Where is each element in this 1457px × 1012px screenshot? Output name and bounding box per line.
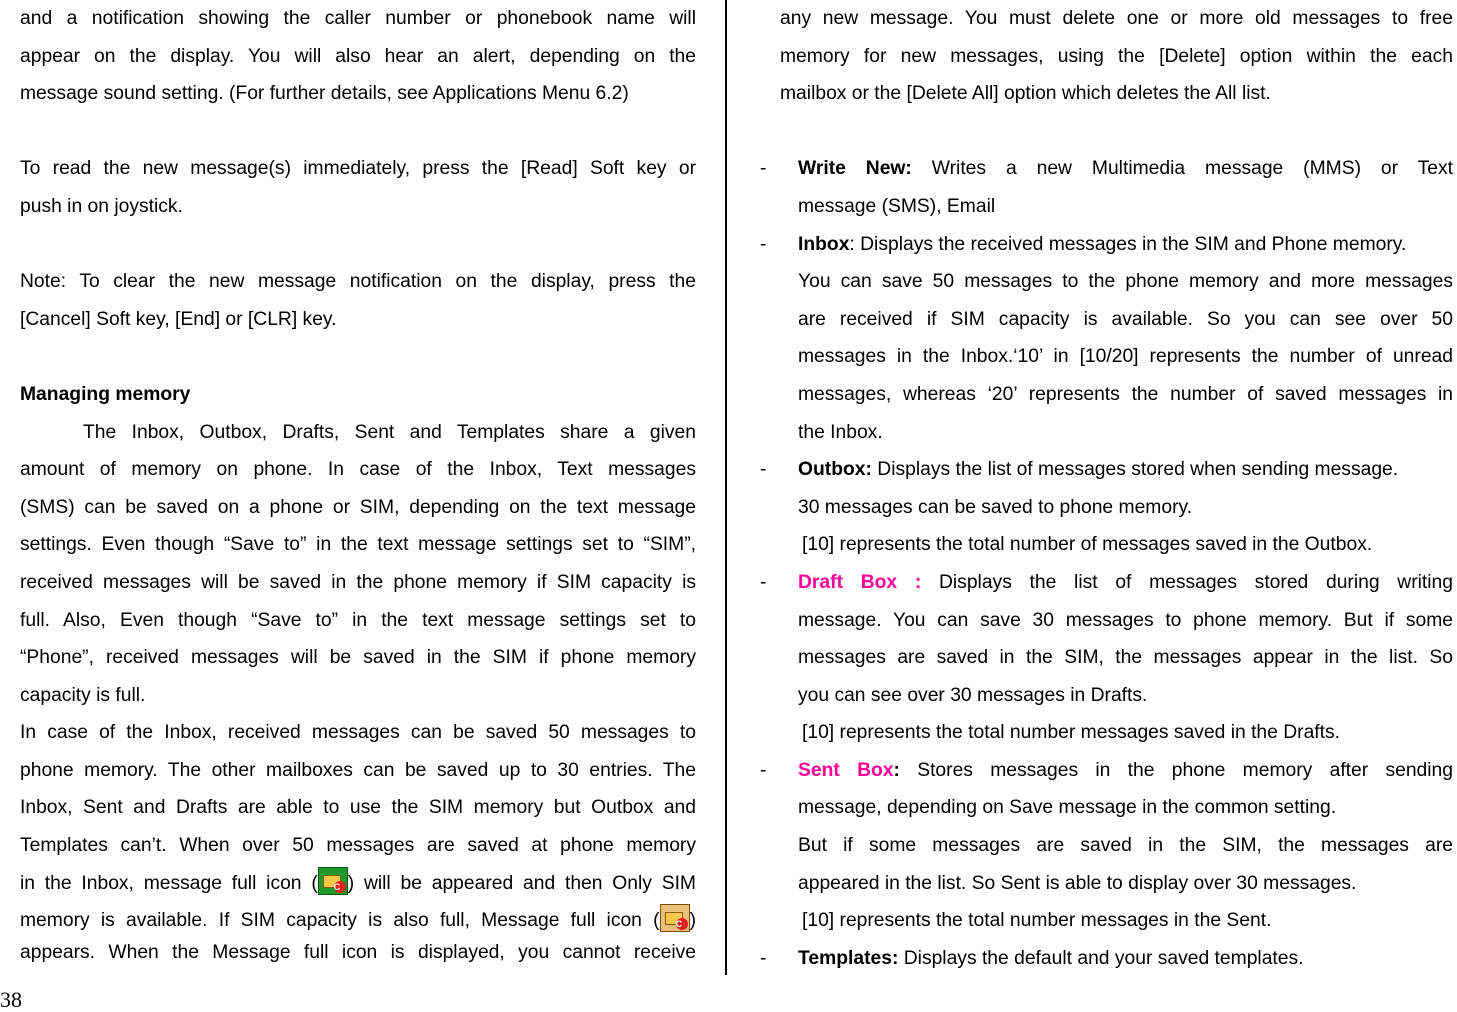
- text-line: are received if SIM capacity is available. So you can see over 50: [798, 308, 1453, 330]
- text-line: [10] represents the total number of messages saved in the Outbox.: [802, 534, 1373, 556]
- text-line: you can see over 30 messages in Drafts.: [798, 684, 1148, 706]
- message-full-sim-icon: C: [660, 904, 690, 932]
- right-column: [760, 0, 1454, 977]
- text-line: memory for new messages, using the [Delete] option within the each: [780, 45, 1453, 67]
- text-line: push in on joystick.: [20, 195, 183, 217]
- text-line: Write New: Writes a new Multimedia message (MMS) or Text: [798, 158, 1454, 180]
- text-line: appear on the display. You will also hear an alert, depending on the: [20, 45, 696, 67]
- list-item-write-new: - Write New: Writes a new Multimedia message (MMS) or Text message (SMS), Email: [780, 150, 1453, 225]
- text-line-with-icon: memory is available. If SIM capacity is also full, Message full icon ( C ): [20, 902, 696, 940]
- column-divider: [725, 0, 727, 975]
- text-line: and a notification showing the caller number or phonebook name will: [20, 8, 696, 29]
- text-line: 30 messages can be saved to phone memory.: [798, 496, 1193, 518]
- left-column: [20, 0, 696, 966]
- text-line: received messages will be saved in the phone memory if SIM capacity is: [20, 571, 696, 593]
- list-item-outbox: - Outbox: Displays the list of messages stored when sending message. 30 messages can be saved to phone memory. [10] represents the total number of messages saved in the Outbox.: [780, 451, 1453, 564]
- text-line: message (SMS), Email: [798, 195, 996, 217]
- text-line: any new message. You must delete one or more old messages to free: [780, 8, 1453, 29]
- text-line: message, depending on Save message in the common setting.: [798, 797, 1337, 819]
- text-line: appears. When the Message full icon is displayed, you cannot receive: [20, 941, 696, 963]
- text-line: full. Also, Even though “Save to” in the text message settings set to: [20, 609, 696, 631]
- list-item-templates: - Templates: Displays the default and your saved templates.: [780, 940, 1453, 978]
- text-line: Sent Box: Stores messages in the phone memory after sending: [798, 759, 1454, 781]
- text-line: appeared in the list. So Sent is able to display over 30 messages.: [798, 872, 1357, 894]
- text-line: You can save 50 messages to the phone memory and more messages: [798, 271, 1453, 293]
- text-line: messages in the Inbox.‘10’ in [10/20] represents the number of unread: [798, 346, 1453, 368]
- text-line: Inbox, Sent and Drafts are able to use the SIM memory but Outbox and: [20, 797, 696, 819]
- text-line: But if some messages are saved in the SIM, the messages are: [798, 835, 1453, 857]
- text-line: settings. Even though “Save to” in the text message settings set to “SIM”,: [20, 534, 696, 556]
- text-line: the Inbox.: [798, 421, 883, 443]
- text-line: message sound setting. (For further details, see Applications Menu 6.2): [20, 83, 629, 105]
- text-line: The Inbox, Outbox, Drafts, Sent and Templates share a given: [83, 421, 696, 443]
- text-line: (SMS) can be saved on a phone or SIM, depending on the text message: [20, 496, 696, 518]
- page-number: 38: [0, 987, 22, 1012]
- text-line: Draft Box : Displays the list of messages stored during writing: [798, 571, 1453, 593]
- list-item-draft-box: - Draft Box : Displays the list of messages stored during writing message. You can save 30 messages to phone memory. But if some messages are saved in the SIM, the messages appear in the list. So you can see over 30 messages in Drafts. [10] represents the total number messages saved in the Drafts.: [780, 564, 1453, 752]
- text-line: message. You can save 30 messages to phone memory. But if some: [798, 609, 1453, 631]
- text-line: Note: To clear the new message notification on the display, press the: [20, 271, 696, 293]
- text-line: [10] represents the total number messages saved in the Drafts.: [802, 722, 1341, 744]
- text-line-with-icon: in the Inbox, message full icon ( C ) will be appeared and then Only SIM: [20, 865, 696, 903]
- message-full-icon: C: [318, 867, 348, 895]
- text-line: messages are saved in the SIM, the messages appear in the list. So: [798, 647, 1453, 669]
- list-item-inbox: - Inbox: Displays the received messages in the SIM and Phone memory. You can save 50 messages to the phone memory and more messages are received if SIM capacity is available. So you can see over 50 messages in the Inbox.‘10’ in [10/20] represents the number of unread messages, whereas ‘20’ represents the number of saved messages in the Inbox.: [780, 226, 1453, 452]
- text-line: Outbox: Displays the list of messages stored when sending message.: [798, 459, 1399, 481]
- text-line: Inbox: Displays the received messages in the SIM and Phone memory.: [798, 233, 1407, 255]
- text-line: messages, whereas ‘20’ represents the number of saved messages in: [798, 383, 1453, 405]
- text-line: capacity is full.: [20, 684, 146, 706]
- text-line: Templates: Displays the default and your saved templates.: [798, 947, 1304, 969]
- text-line: “Phone”, received messages will be saved in the SIM if phone memory: [20, 647, 696, 669]
- text-line: Templates can’t. When over 50 messages are saved at phone memory: [20, 835, 696, 857]
- list-item-sent-box: - Sent Box: Stores messages in the phone memory after sending message, depending on Save message in the common setting. But if some messages are saved in the SIM, the messages are appeared in the list. So Sent is able to display over 30 messages. [10] represents the total number messages in the Sent.: [780, 752, 1453, 940]
- text-line: mailbox or the [Delete All] option which deletes the All list.: [780, 83, 1271, 105]
- text-line: [Cancel] Soft key, [End] or [CLR] key.: [20, 308, 337, 330]
- text-line: In case of the Inbox, received messages can be saved 50 messages to: [20, 722, 696, 744]
- text-line: [10] represents the total number messages in the Sent.: [802, 910, 1272, 932]
- text-line: amount of memory on phone. In case of the Inbox, Text messages: [20, 459, 696, 481]
- text-line: To read the new message(s) immediately, press the [Read] Soft key or: [20, 158, 696, 180]
- text-line: phone memory. The other mailboxes can be saved up to 30 entries. The: [20, 759, 696, 781]
- section-heading: Managing memory: [20, 383, 191, 405]
